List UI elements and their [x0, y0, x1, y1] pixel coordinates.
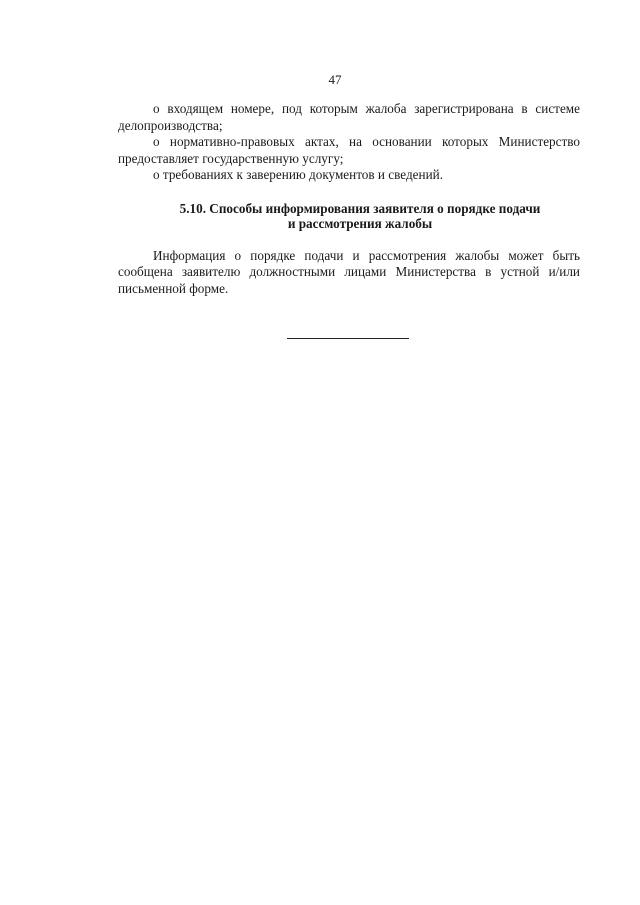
section-body-paragraph: Информация о порядке подачи и рассмотрения жалобы может быть сообщена заявителю должностными лицами Министерства в устной и/или письменной форме. [118, 247, 580, 296]
page-content [118, 101, 580, 297]
closing-divider [287, 338, 409, 339]
list-item: о требованиях к заверению документов и сведений. [153, 167, 443, 182]
list-item: о входящем номере, под которым жалоба зарегистрирована в системе делопроизводства; [118, 101, 580, 133]
list-item: о нормативно-правовых актах, на основании которых Министерство предоставляет государственную услугу; [118, 134, 580, 166]
page-number: 47 [328, 72, 342, 87]
section-heading-line-2: и рассмотрения жалобы [287, 216, 433, 231]
section-heading-line-1: 5.10. Способы информирования заявителя о порядке подачи [179, 200, 541, 216]
section-heading [118, 201, 580, 232]
